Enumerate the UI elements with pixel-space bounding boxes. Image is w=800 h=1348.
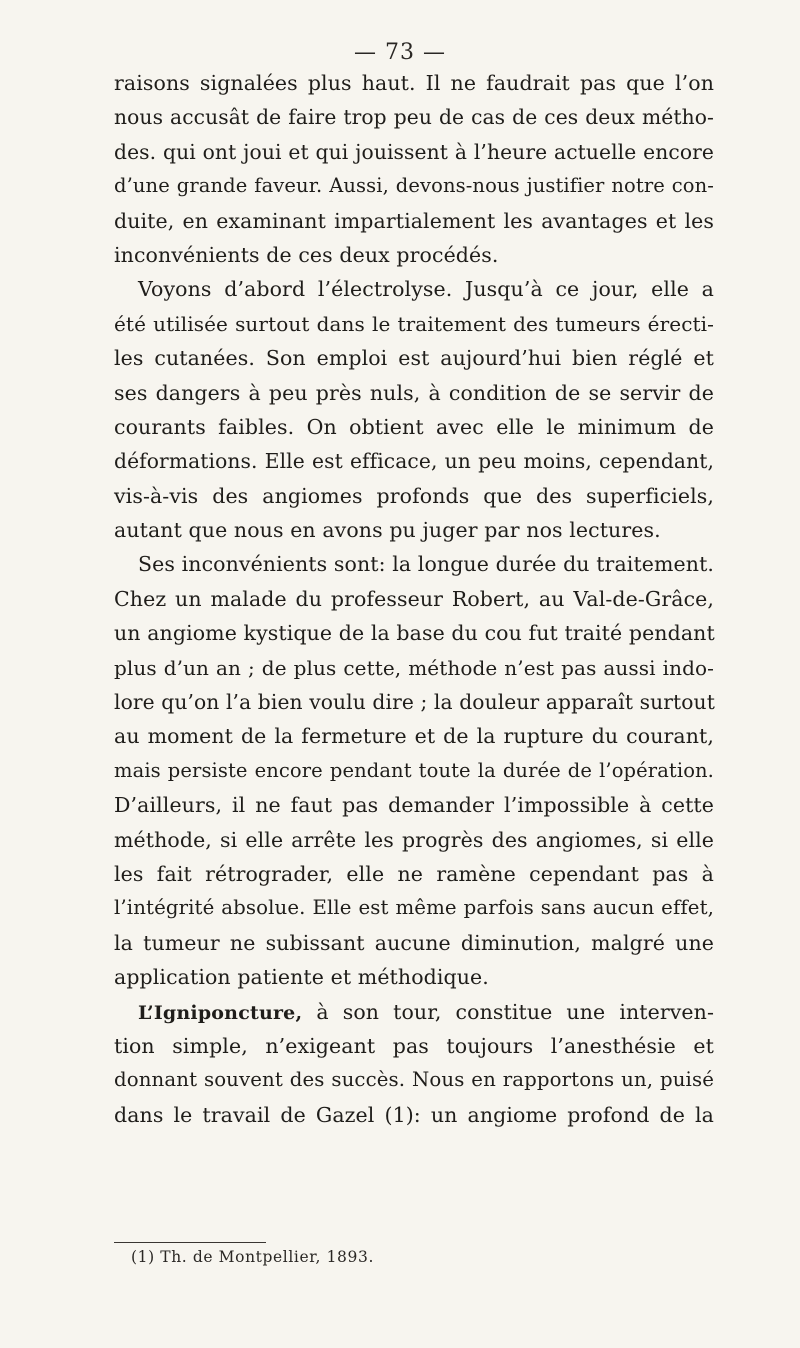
text-line-rest: à son tour, constitue une interven-	[302, 999, 714, 1024]
text-line: nous accusât de faire trop peu de cas de ces deux métho-	[114, 105, 714, 130]
footnote-divider	[114, 1242, 266, 1243]
text-line	[114, 995, 714, 1029]
text-line: lore qu’on l’a bien voulu dire ; la douleur apparaît surtout	[114, 690, 715, 715]
text-line: ses dangers à peu près nuls, à condition de se servir de	[114, 380, 714, 405]
text-line: Ses inconvénients sont: la longue durée du traitement.	[138, 552, 715, 577]
text-line: courants faibles. On obtient avec elle le minimum de	[114, 414, 714, 439]
text-line: l’intégrité absolue. Elle est même parfois sans aucun effet,	[114, 896, 714, 920]
text-line: un angiome kystique de la base du cou fut traité pendant	[114, 621, 715, 646]
text-line: mais persiste encore pendant toute la durée de l’opération.	[114, 758, 714, 782]
text-line: des. qui ont joui et qui jouissent à l’heure actuelle encore	[114, 139, 714, 164]
text-line: Chez un malade du professeur Robert, au Val-de-Grâce,	[114, 586, 714, 611]
text-line: Voyons d’abord l’électrolyse. Jusqu’à ce jour, elle a	[138, 277, 714, 302]
text-line: vis-à-vis des angiomes profonds que des superficiels,	[114, 483, 714, 508]
text-line: plus d’un an ; de plus cette, méthode n’est pas aussi indo-	[114, 655, 714, 680]
text-line: méthode, si elle arrête les progrès des angiomes, si elle	[114, 827, 714, 852]
footnote: (1) Th. de Montpellier, 1893.	[131, 1248, 374, 1266]
text-line: la tumeur ne subissant aucune diminution, malgré une	[114, 930, 714, 955]
section-heading: L’Igniponcture,	[138, 1001, 303, 1024]
text-line: raisons signalées plus haut. Il ne faudrait pas que l’on	[114, 71, 714, 95]
text-line: été utilisée surtout dans le traitement des tumeurs érecti-	[114, 311, 714, 336]
text-line: les cutanées. Son emploi est aujourd’hui bien réglé et	[114, 346, 714, 371]
body-text	[114, 66, 714, 1132]
text-line: application patiente et méthodique.	[114, 965, 489, 990]
text-line: autant que nous en avons pu juger par nos lectures.	[114, 518, 661, 543]
text-line: tion simple, n’exigeant pas toujours l’anesthésie et	[114, 1033, 714, 1058]
text-line: D’ailleurs, il ne faut pas demander l’impossible à cette	[114, 793, 714, 818]
text-line: duite, en examinant impartialement les avantages et les	[114, 208, 714, 233]
text-line: dans le travail de Gazel (1): un angiome profond de la	[114, 1102, 714, 1127]
text-line: donnant souvent des succès. Nous en rapportons un, puisé	[114, 1068, 714, 1092]
text-line: inconvénients de ces deux procédés.	[114, 242, 499, 267]
text-line: déformations. Elle est efficace, un peu moins, cependant,	[114, 449, 714, 474]
text-line: au moment de la fermeture et de la rupture du courant,	[114, 724, 714, 749]
text-line: les fait rétrograder, elle ne ramène cependant pas à	[114, 861, 714, 886]
page-number: — 73 —	[354, 40, 446, 65]
text-line: d’une grande faveur. Aussi, devons-nous justifier notre con-	[114, 174, 714, 198]
